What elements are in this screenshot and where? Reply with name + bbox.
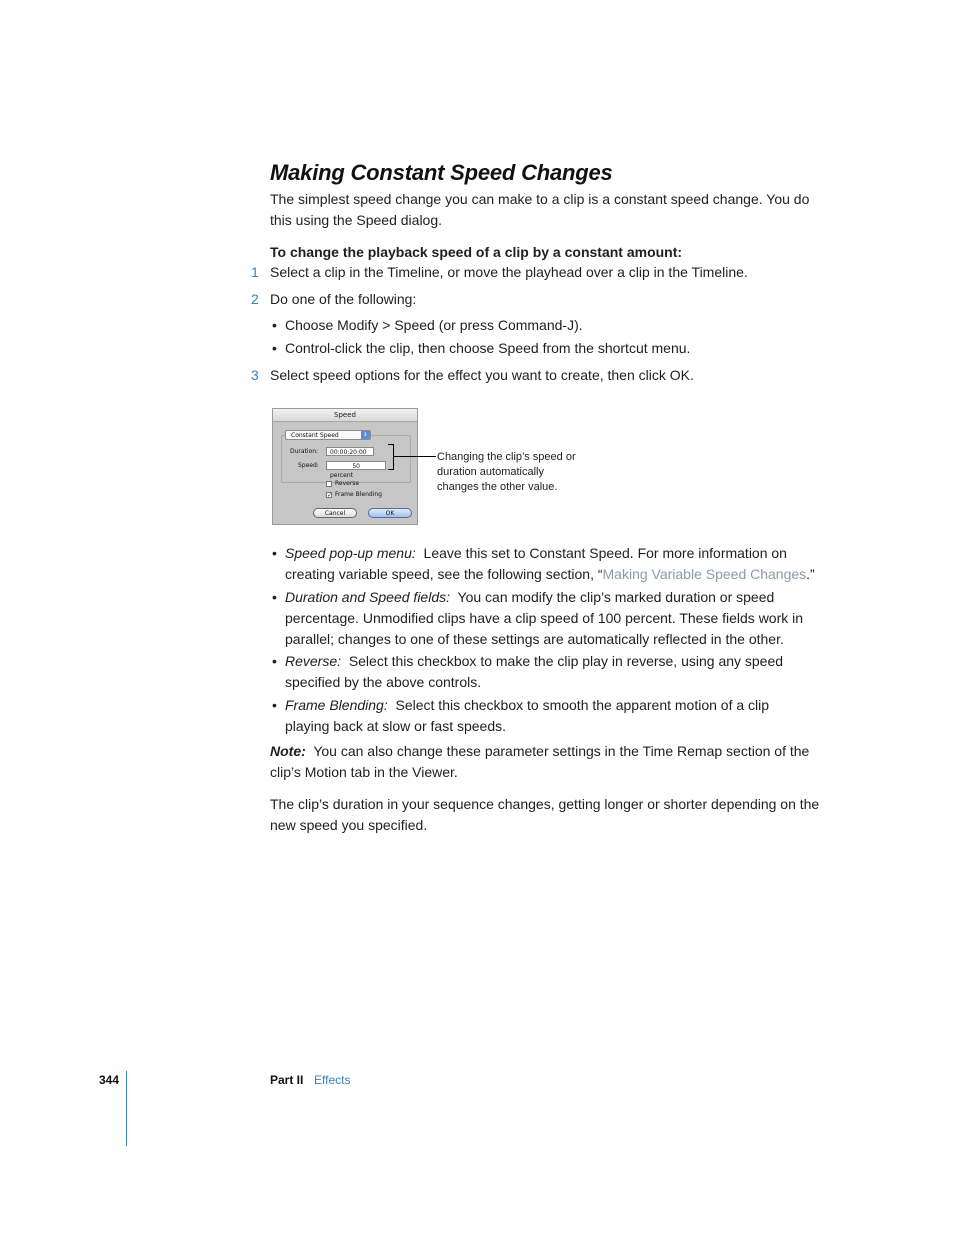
step-text: Select speed options for the effect you want to create, then click OK. (270, 367, 694, 383)
ok-button[interactable]: OK (368, 508, 412, 518)
note-label: Note: (270, 743, 306, 759)
dialog-callout: Changing the clip’s speed or duration automatically changes the other value. (437, 451, 576, 493)
option-text-end: .” (806, 566, 815, 582)
cancel-button[interactable]: Cancel (313, 508, 357, 518)
bullet-marker: • (272, 697, 277, 713)
footer-part: Part II (270, 1073, 304, 1087)
bullet-marker: • (272, 545, 277, 561)
step-text: Select a clip in the Timeline, or move the playhead over a clip in the Timeline. (270, 264, 748, 280)
frame-blending-checkbox[interactable] (326, 492, 332, 498)
option-term: Reverse: (285, 653, 342, 669)
bullet-marker: • (272, 589, 277, 605)
bullet-marker: • (272, 317, 277, 333)
note-paragraph (270, 741, 826, 783)
option-item (285, 651, 805, 693)
sub-bullet-item: Control-click the clip, then choose Speed from the shortcut menu. (285, 340, 691, 356)
speed-unit: percent (330, 472, 353, 479)
speed-field[interactable] (326, 461, 386, 479)
bullet-marker: • (272, 340, 277, 356)
speed-popup-menu[interactable] (285, 430, 371, 440)
step-number: 2 (251, 291, 259, 307)
checkmark-icon: ✓ (327, 492, 333, 499)
footer-rule (126, 1071, 127, 1146)
closing-paragraph: The clip’s duration in your sequence changes, getting longer or shorter depending on the new speed you specified. (270, 796, 820, 833)
step-text: Do one of the following: (270, 291, 417, 307)
step-number: 3 (251, 367, 259, 383)
duration-label: Duration: (290, 448, 319, 455)
option-text: Select this checkbox to make the clip play in reverse, using any speed specified by the above controls. (285, 653, 784, 690)
sub-bullet-item: Choose Modify > Speed (or press Command-J). (285, 317, 583, 333)
option-text: You can modify the clip’s marked duration or speed percentage. Unmodified clips have a clip speed of 100 percent. These fields work in parallel; changes to one of these settings are automatically reflected in the other. (285, 589, 804, 647)
option-text: Select this checkbox to smooth the apparent motion of a clip playing back at slow or fast speeds. (285, 697, 770, 734)
speed-label: Speed: (298, 462, 319, 469)
dialog-title: Speed (273, 409, 417, 422)
popup-arrows-icon: ⇕ (361, 431, 370, 439)
speed-value: 50 (352, 463, 360, 470)
step-number: 1 (251, 264, 259, 280)
option-item (285, 695, 805, 737)
note-text: You can also change these parameter settings in the Time Remap section of the clip’s Motion tab in the Viewer. (270, 743, 810, 780)
intro-paragraph: The simplest speed change you can make to a clip is a constant speed change. You do this using the Speed dialog. (270, 191, 810, 228)
popup-value: Constant Speed (291, 432, 339, 439)
speed-dialog (272, 408, 418, 525)
task-heading: To change the playback speed of a clip by a constant amount: (270, 244, 683, 260)
option-item (285, 587, 825, 650)
option-term: Duration and Speed fields: (285, 589, 450, 605)
footer-section-link[interactable]: Effects (314, 1073, 351, 1087)
frame-blending-label: Frame Blending (335, 491, 382, 498)
cross-reference-link[interactable]: Making Variable Speed Changes (602, 566, 807, 582)
callout-bracket (388, 444, 394, 470)
reverse-checkbox[interactable] (326, 481, 332, 487)
option-term: Frame Blending: (285, 697, 388, 713)
callout-leader-line (394, 456, 436, 457)
page-number: 344 (99, 1073, 120, 1087)
duration-field[interactable]: 00:00:20:00 (326, 447, 374, 456)
option-item (285, 543, 825, 585)
option-term: Speed pop-up menu: (285, 545, 416, 561)
bullet-marker: • (272, 653, 277, 669)
reverse-label: Reverse (335, 480, 360, 487)
section-title: Making Constant Speed Changes (270, 160, 613, 185)
option-text: Leave this set to Constant Speed. For more information on creating variable speed, see the following section, “ (285, 545, 787, 582)
